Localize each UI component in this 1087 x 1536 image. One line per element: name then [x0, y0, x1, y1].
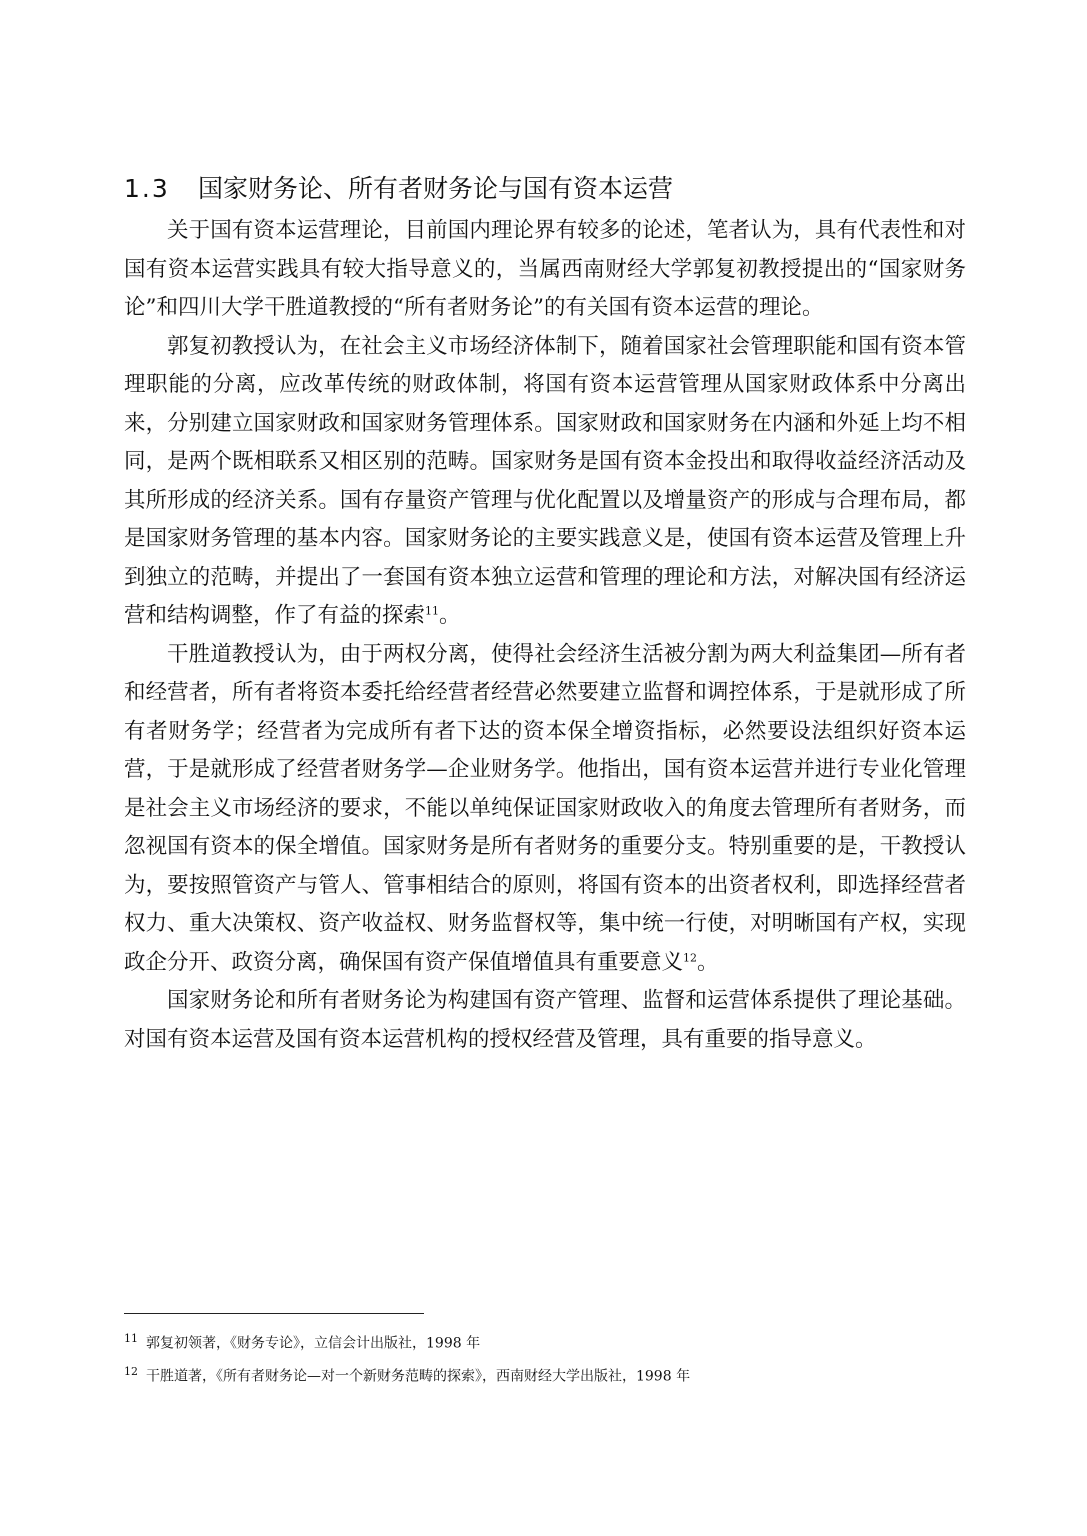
paragraph-guo-fuchu [124, 328, 966, 636]
footnote-mark: 12 [124, 1364, 138, 1378]
footnote-item [124, 1325, 984, 1358]
footnote-divider [124, 1313, 424, 1314]
section-heading [124, 169, 984, 209]
footnotes [124, 1325, 984, 1390]
footnote-item [124, 1358, 984, 1391]
paragraph-text: 郭复初教授认为，在社会主义市场经济体制下，随着国家社会管理职能和国有资本管理职能的分离，应改革传统的财政体制，将国有资本运营管理从国家财政体系中分离出来，分别建立国家财政和国家财务管理体系。国家财政和国家财务在内涵和外延上均不相同，是两个既相联系又相区别的范畴。国家财务是国有资本金投出和取得收益经济活动及其所形成的经济关系。国有存量资产管理与优化配置以及增量资产的形成与合理布局，都是国家财务管理的基本内容。国家财务论的主要实践意义是，使国有资本运营及管理上升到独立的范畴，并提出了一套国有资本独立运营和管理的理论和方法，对解决国有经济运营和结构调整，作了有益的探索 [124, 333, 966, 628]
paragraph-text: 关于国有资本运营理论，目前国内理论界有较多的论述，笔者认为，具有代表性和对国有资本运营实践具有较大指导意义的，当属西南财经大学郭复初教授提出的“国家财务论”和四川大学干胜道教授的“所有者财务论”的有关国有资本运营的理论。 [124, 218, 966, 320]
paragraph-tail: 。 [697, 949, 719, 975]
section-title: 国家财务论、所有者财务论与国有资本运营 [198, 174, 674, 203]
paragraph-intro [124, 212, 966, 328]
paragraph-text: 国家财务论和所有者财务论为构建国有资产管理、监督和运营体系提供了理论基础。对国有资本运营及国有资本运营机构的授权经营及管理，具有重要的指导意义。 [124, 988, 966, 1052]
paragraph-text: 干胜道教授认为，由于两权分离，使得社会经济生活被分割为两大利益集团—所有者和经营者，所有者将资本委托给经营者经营必然要建立监督和调控体系，于是就形成了所有者财务学；经营者为完成所有者下达的资本保全增资指标，必然要设法组织好资本运营，于是就形成了经营者财务学—企业财务学。他指出，国有资本运营并进行专业化管理是社会主义市场经济的要求，不能以单纯保证国家财政收入的角度去管理所有者财务，而忽视国有资本的保全增值。国家财务是所有者财务的重要分支。特别重要的是，干教授认为，要按照管资产与管人、管事相结合的原则，将国有资本的出资者权利，即选择经营者权力、重大决策权、资产收益权、财务监督权等，集中统一行使，对明晰国有产权，实现政企分开、政资分离，确保国有资产保值增值具有重要意义 [124, 641, 966, 975]
body-text [124, 212, 966, 1059]
footnote-reference[interactable]: 11 [425, 604, 440, 618]
footnote-mark: 11 [124, 1332, 138, 1345]
paragraph-tail: 。 [439, 603, 461, 628]
paragraph-gan-shengdao [124, 636, 966, 983]
footnote-text: 干胜道著，《所有者财务论—对一个新财务范畴的探索》，西南财经大学出版社，1998 年 [146, 1368, 691, 1384]
footnote-text: 郭复初领著，《财务专论》，立信会计出版社，1998 年 [146, 1335, 481, 1352]
footnote-reference[interactable]: 12 [683, 950, 698, 964]
paragraph-conclusion [124, 982, 966, 1059]
section-number: 1.3 [124, 174, 170, 203]
